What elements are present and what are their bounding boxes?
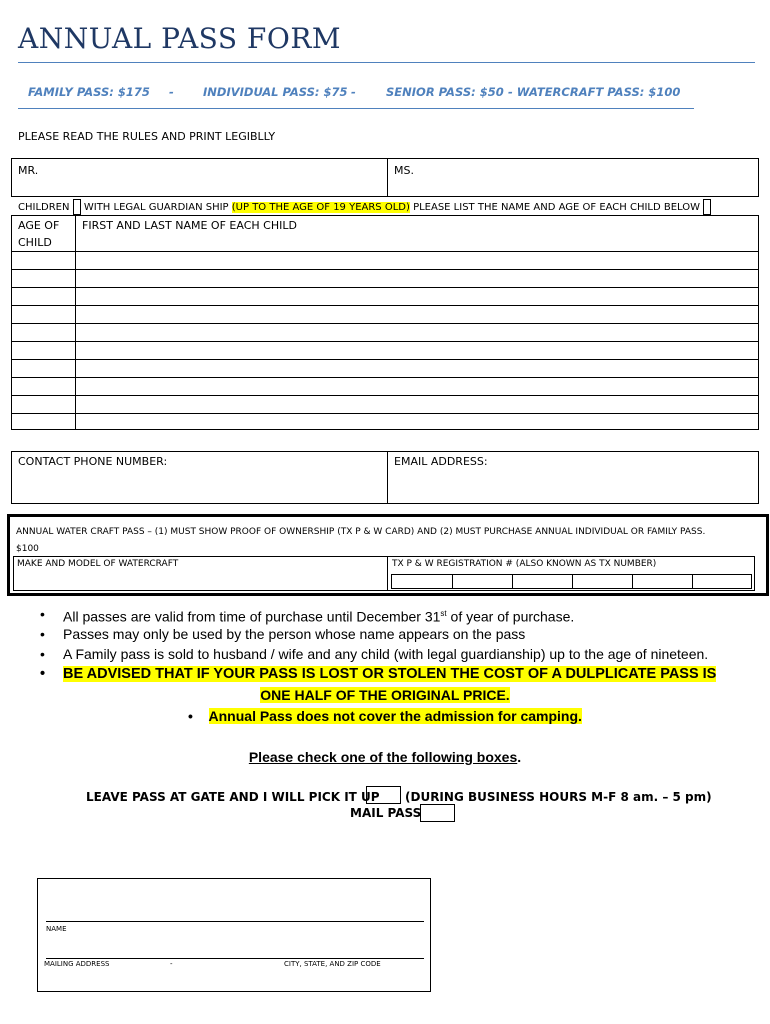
senior-pass-price: SENIOR PASS: $50: [386, 85, 504, 99]
down-arrow-icon: [703, 199, 711, 215]
family-pass-price: FAMILY PASS: $175: [28, 85, 150, 99]
contact-box: [11, 451, 759, 504]
age-header-line2: CHILD: [18, 236, 52, 249]
list-item: • A Family pass is sold to husband / wife and any child (with legal guardianship) up to the age of nineteen.: [40, 645, 760, 665]
leave-at-gate-label: LEAVE PASS AT GATE AND I WILL PICK IT UP: [86, 790, 380, 804]
ms-label: MS.: [394, 164, 414, 177]
form-title: ANNUAL PASS FORM: [18, 22, 342, 55]
mail-pass-checkbox[interactable]: [420, 804, 455, 822]
mr-label: MR.: [18, 164, 39, 177]
prices-divider: [18, 108, 694, 109]
children-intro-c: PLEASE LIST THE NAME AND AGE OF EACH CHILD BELOW: [409, 202, 701, 213]
list-item: • Passes may only be used by the person whose name appears on the pass: [40, 625, 760, 645]
registration-box: [387, 556, 755, 591]
name-line[interactable]: [46, 921, 424, 922]
individual-pass-price: INDIVIDUAL PASS: $75: [203, 85, 348, 99]
checkbox-heading: Please check one of the following boxes.: [248, 749, 522, 765]
make-model-label: MAKE AND MODEL OF WATERCRAFT: [17, 559, 179, 569]
registration-label: TX P & W REGISTRATION # (ALSO KNOWN AS TX NUMBER): [392, 559, 657, 569]
age-header: AGE OF: [18, 219, 60, 232]
children-intro-a: CHILDREN: [18, 202, 70, 213]
children-intro-b: WITH LEGAL GUARDIAN SHIP: [83, 202, 232, 213]
mailing-address-label: MAILING ADDRESS: [44, 960, 110, 968]
camping-note: • Annual Pass does not cover the admission for camping.: [188, 708, 582, 724]
name-label: NAME: [46, 925, 67, 933]
down-arrow-icon: [73, 199, 81, 215]
mail-pass-label: MAIL PASS: [350, 806, 422, 820]
ms-name-field[interactable]: [420, 170, 750, 192]
make-model-box: [13, 556, 388, 591]
children-table: [11, 215, 759, 430]
age-limit-highlight: (UP TO THE AGE OF 19 YEARS OLD): [231, 202, 410, 213]
duplicate-cost-line2: ONE HALF OF THE ORIGINAL PRICE.: [260, 687, 510, 703]
title-divider: [18, 62, 755, 63]
leave-at-gate-checkbox[interactable]: [366, 786, 401, 804]
address-dash: -: [170, 960, 173, 968]
phone-label: CONTACT PHONE NUMBER:: [18, 455, 168, 468]
business-hours-label: (DURING BUSINESS HOURS M-F 8 am. – 5 pm): [405, 790, 712, 804]
address-line[interactable]: [46, 958, 424, 959]
list-item: • BE ADVISED THAT IF YOUR PASS IS LOST OR STOLEN THE COST OF A DULPLICATE PASS IS: [40, 665, 760, 685]
email-label: EMAIL ADDRESS:: [394, 455, 488, 468]
address-box: [37, 878, 431, 992]
watercraft-pass-price: - WATERCRAFT PASS: $100: [508, 85, 681, 99]
children-intro: [18, 199, 711, 215]
mr-name-field[interactable]: [88, 170, 368, 192]
name-header: FIRST AND LAST NAME OF EACH CHILD: [82, 219, 297, 232]
rules-list: [40, 605, 760, 685]
price-separator: -: [351, 85, 356, 99]
watercraft-section: [7, 514, 769, 596]
price-separator: -: [169, 85, 174, 99]
city-state-zip-label: CITY, STATE, AND ZIP CODE: [284, 960, 381, 968]
rules-note: PLEASE READ THE RULES AND PRINT LEGIBLLY: [18, 130, 276, 143]
watercraft-price: $100: [16, 544, 39, 554]
watercraft-rules: ANNUAL WATER CRAFT PASS – (1) MUST SHOW PROOF OF OWNERSHIP (TX P & W CARD) AND (2) MUST PURCHASE ANNUAL INDIVIDUAL OR FAMILY PASS.: [16, 527, 706, 537]
list-item: • All passes are valid from time of purchase until December 31st of year of purchase.: [40, 605, 760, 625]
